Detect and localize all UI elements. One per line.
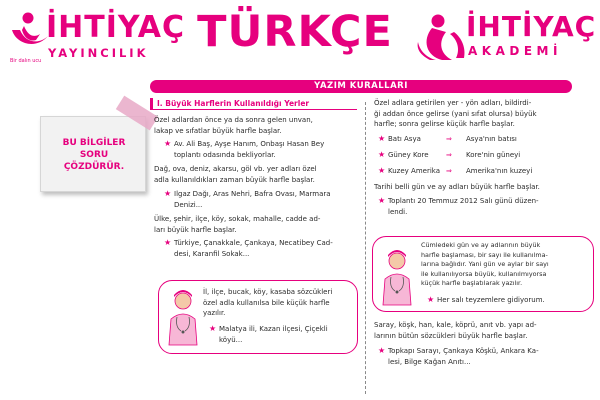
box-text: İl, ilçe, bucak, köy, kasaba sözcükleri özel adla kullanılsa bile küçük harfle yazılır. <box>203 288 333 318</box>
page-title: TÜRKÇE <box>197 7 393 57</box>
star-icon: ★ <box>427 295 435 304</box>
example: ★ Av. Ali Baş, Ayşe Hanım, Onbaşı Hasan Bey toplantı odasında bekliyorlar. <box>164 139 325 159</box>
rule-paragraph: Ülke, şehir, ilçe, köy, sokak, mahalle, cadde ad- ları büyük harfle başlar. <box>154 215 321 234</box>
brand-tagline: Bir dalın ucu <box>10 58 42 64</box>
logo-ihtiyac-akademi <box>412 4 597 70</box>
section-heading: I. Büyük Harflerin Kullanıldığı Yerler <box>150 98 357 110</box>
star-icon: ★ <box>164 189 172 198</box>
arrow-icon: ⇒ <box>446 151 452 159</box>
star-icon: ★ <box>378 134 386 143</box>
example: ★ Ilgaz Dağı, Aras Nehri, Bafra Ovası, Marmara Denizi... <box>164 189 331 209</box>
info-note-card <box>40 116 146 192</box>
example: ★ Topkapı Sarayı, Çankaya Köşkü, Ankara Ka- lesi, Bilge Kağan Anıtı... <box>378 346 539 366</box>
star-icon: ★ <box>378 166 386 175</box>
brand-sub: AKADEMİ <box>468 44 562 58</box>
rule-paragraph: Dağ, ova, deniz, akarsu, göl vb. yer adları özel adla kullanıldıkları zaman büyük harfle başlar. <box>154 165 317 184</box>
warning-box <box>372 236 594 312</box>
arrow-icon: ⇒ <box>446 167 452 175</box>
brand-sub: YAYINCILIK <box>48 46 149 60</box>
star-icon: ★ <box>209 324 217 333</box>
note-text: BU BİLGİLER SORU ÇÖZDÜRÜR. <box>62 138 126 172</box>
example: ★ Toplantı 20 Temmuz 2012 Salı günü düzen- lendi. <box>378 196 539 216</box>
brand-name: İHTİYAÇ <box>46 10 185 45</box>
rule-paragraph: Saray, köşk, han, kale, köprü, anıt vb. yapı ad- larının bütün sözcükleri büyük harfle başlar. <box>374 321 537 340</box>
logo-ihtiyac-yayincilik <box>6 4 185 70</box>
figure-logo-icon <box>412 12 468 64</box>
nurse-icon <box>163 287 203 347</box>
rule-paragraph: Özel adlardan önce ya da sonra gelen unvan, lakap ve sıfatlar büyük harfle başlar. <box>154 116 313 135</box>
star-icon: ★ <box>164 139 172 148</box>
warning-box <box>158 280 358 354</box>
rule-paragraph: Tarihi belli gün ve ay adları büyük harfle başlar. <box>374 183 540 191</box>
star-icon: ★ <box>378 196 386 205</box>
brand-name: İHTİYAÇ <box>466 10 597 43</box>
star-icon: ★ <box>164 238 172 247</box>
example: ★ Türkiye, Çanakkale, Çankaya, Necatibey Cad- desi, Karanfil Sokak... <box>164 238 333 258</box>
rule-paragraph: Özel adlara getirilen yer - yön adları, bildirdi- ği addan önce gelirse (yani sıfat olursa) büyük harfle; sonra gelirse küçük harfle başlar. <box>374 99 537 129</box>
nurse-icon <box>377 247 417 307</box>
example: ★ Malatya ili, Kazan ilçesi, Çiçekli köyü... <box>209 324 328 344</box>
box-text: Cümledeki gün ve ay adlarının büyük harfle başlaması, bir sayı ile kullanılma- larına bağlıdır. Yani gün ve aylar bir sayı ile kullanılıyorsa büyük, kullanılmıyorsa küçük harfle başlatılarak yazılır. <box>421 241 549 288</box>
column-divider <box>365 102 366 394</box>
star-icon: ★ <box>378 150 386 159</box>
section-banner: YAZIM KURALLARI <box>150 80 572 93</box>
star-icon: ★ <box>378 346 386 355</box>
example: ★ Her salı teyzemlere gidiyorum. <box>427 295 545 304</box>
arrow-icon: ⇒ <box>446 135 452 143</box>
